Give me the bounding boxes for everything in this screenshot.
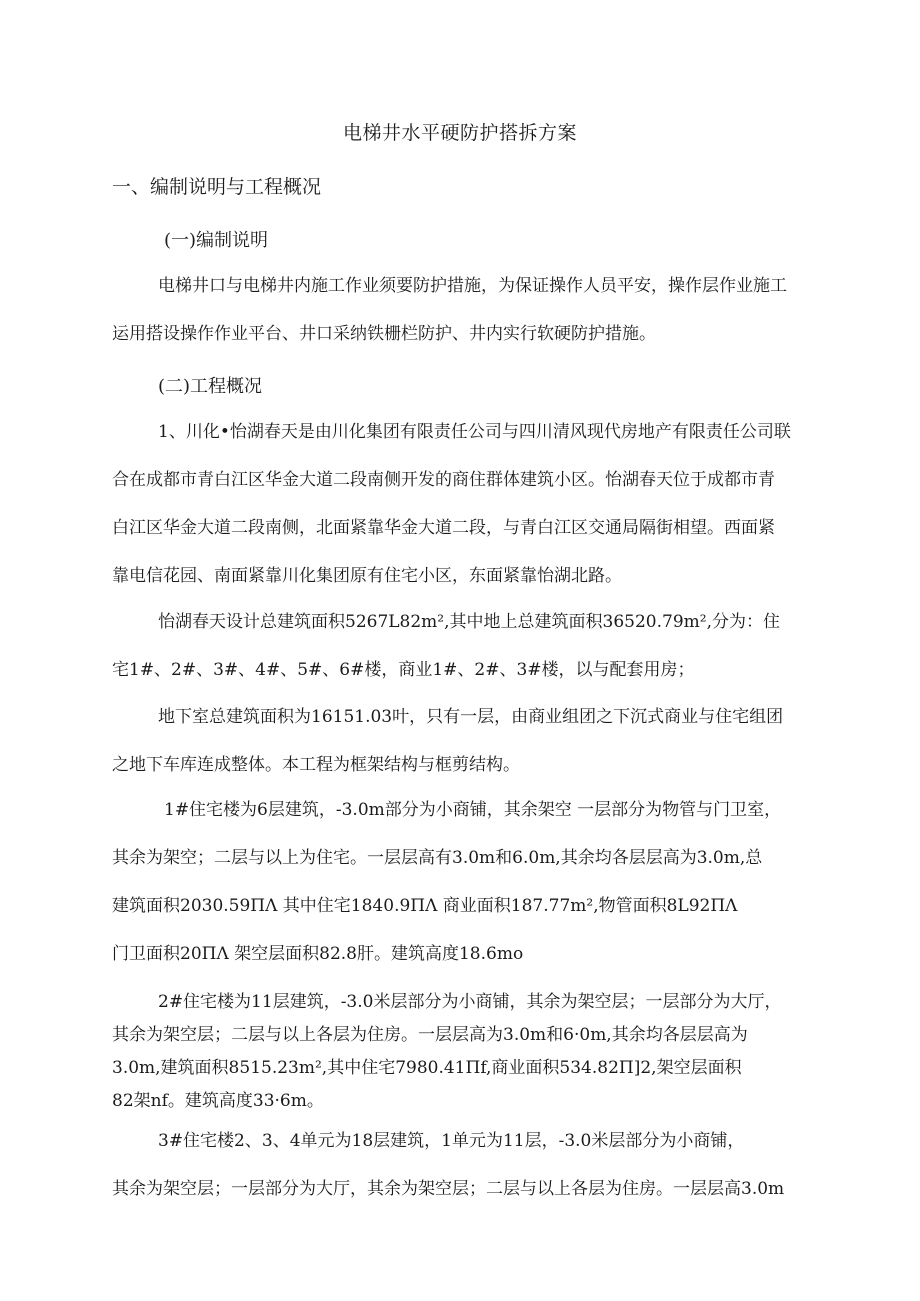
text-line: 宅1#、2#、3#、4#、5#、6#楼，商业1#、2#、3#楼，以与配套用房； bbox=[112, 660, 695, 680]
section-heading-overview: 一、编制说明与工程概况 bbox=[112, 176, 322, 198]
text-line: 82架nf。建筑高度33·6m。 bbox=[112, 1091, 324, 1111]
text-line: 其余为架空层；二层与以上各层为住房。一层层高为3.0m和6·0m,其余均各层层高为 bbox=[112, 1025, 748, 1045]
text-line: 靠电信花园、南面紧靠川化集团原有住宅小区，东面紧靠怡湖北路。 bbox=[112, 566, 622, 586]
text-line: 地下室总建筑面积为16151.03叶，只有一层，由商业组团之下沉式商业与住宅组团 bbox=[158, 707, 784, 727]
text-line: 电梯井口与电梯井内施工作业须要防护措施，为保证操作人员平安，操作层作业施工 bbox=[158, 276, 787, 296]
text-line: 3#住宅楼2、3、4单元为18层建筑，1单元为11层，-3.0米层部分为小商铺， bbox=[158, 1131, 745, 1151]
text-line: 其余为架空；二层与以上为住宅。一层层高有3.0m和6.0m,其余均各层层高为3.0m,总 bbox=[112, 848, 763, 868]
paragraph-basement bbox=[112, 693, 842, 789]
text-line: 3.0m,建筑面积8515.23m²,其中住宅7980.41Πf,商业面积534.82Π]2,架空层面积 bbox=[112, 1058, 742, 1078]
text-line: 其余为架空层；一层部分为大厅，其余为架空层；二层与以上各层为住房。一层层高3.0m bbox=[112, 1179, 785, 1199]
text-line: 运用搭设操作作业平台、井口采纳铁栅栏防护、井内实行软硬防护措施。 bbox=[112, 324, 656, 344]
text-line: 门卫面积20ΠΛ 架空层面积82.8肝。建筑高度18.6mo bbox=[112, 944, 524, 964]
paragraph-project-location bbox=[112, 408, 842, 600]
text-line: 白江区华金大道二段南侧，北面紧靠华金大道二段，与青白江区交通局隔街相望。西面紧 bbox=[112, 518, 775, 538]
subsection-heading-description: (一)编制说明 bbox=[164, 230, 269, 251]
text-line: 2#住宅楼为11层建筑，-3.0米层部分为小商铺，其余为架空层；一层部分为大厅， bbox=[158, 992, 782, 1012]
text-line: 1#住宅楼为6层建筑，-3.0m部分为小商铺，其余架空 一层部分为物管与门卫室， bbox=[164, 800, 782, 820]
text-line: 建筑面积2030.59ΠΛ 其中住宅1840.9ΠΛ 商业面积187.77m²,物管面积8L92ΠΛ bbox=[112, 896, 738, 916]
paragraph-description bbox=[112, 262, 842, 358]
text-line: 之地下车库连成整体。本工程为框架结构与框剪结构。 bbox=[112, 755, 520, 775]
text-line: 合在成都市青白江区华金大道二段南侧开发的商住群体建筑小区。怡湖春天位于成都市青 bbox=[112, 470, 775, 490]
paragraph-total-area bbox=[112, 598, 842, 694]
paragraph-building-1 bbox=[112, 786, 842, 978]
paragraph-building-3 bbox=[112, 1117, 842, 1213]
text-line: 1、川化•怡湖春天是由川化集团有限责任公司与四川清风现代房地产有限责任公司联 bbox=[158, 422, 791, 442]
paragraph-building-2 bbox=[112, 986, 842, 1118]
subsection-heading-project: (二)工程概况 bbox=[158, 376, 263, 397]
text-line: 怡湖春天设计总建筑面积5267L82m²,其中地上总建筑面积36520.79m²,分为：住 bbox=[158, 612, 780, 632]
document-title: 电梯井水平硬防护搭拆方案 bbox=[342, 122, 577, 144]
